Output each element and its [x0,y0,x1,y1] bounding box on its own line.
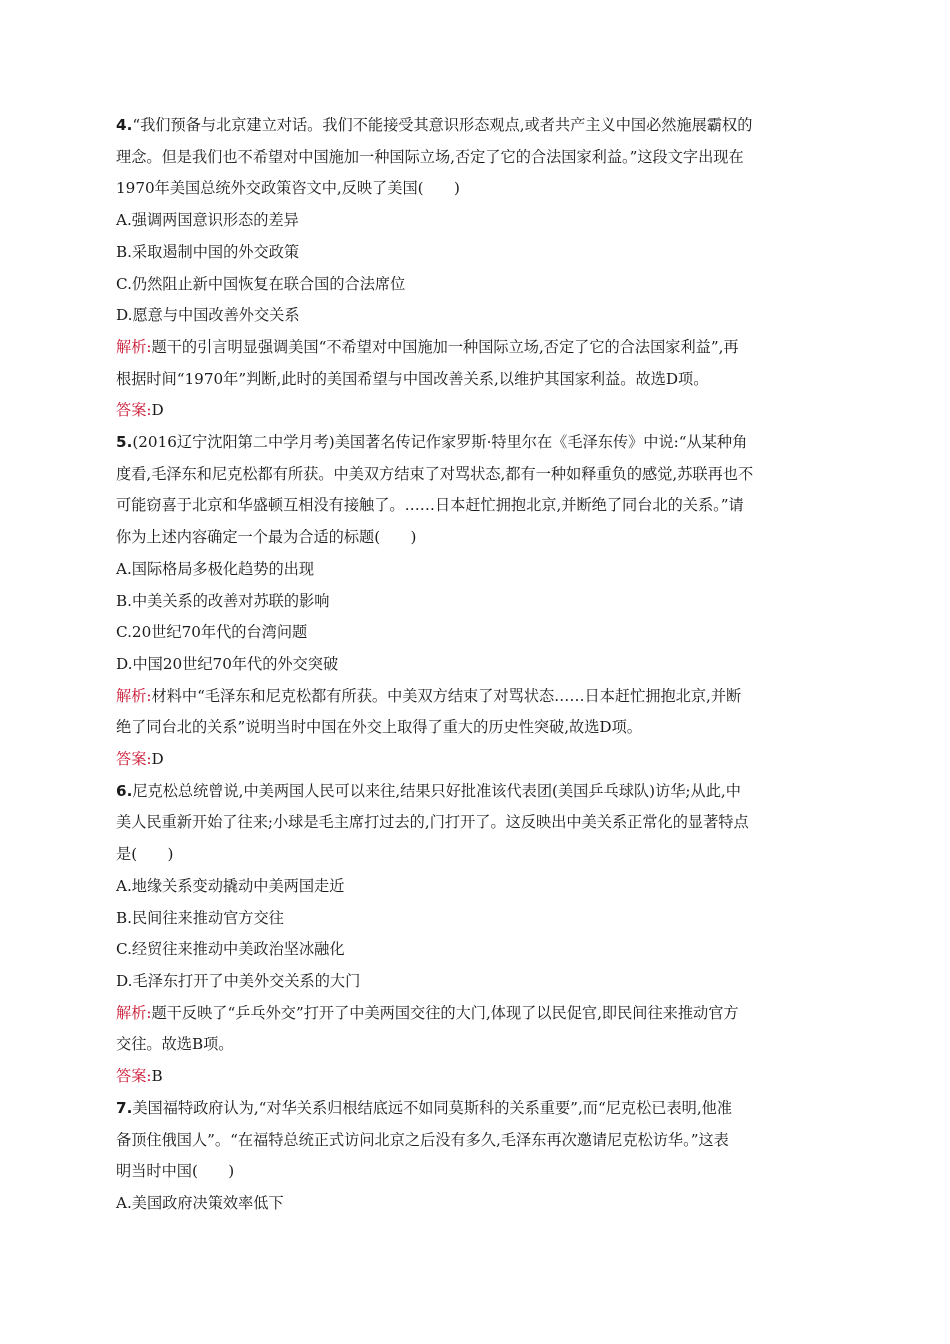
analysis-label: 解析: [116,1003,152,1022]
answer-label: 答案: [116,1067,152,1086]
question-stem: 你为上述内容确定一个最为合适的标题( ) [116,528,417,547]
question-stem: 7.美国福特政府认为,“对华关系归根结底远不如同莫斯科的关系重要”,而“尼克松已表明,他准 [116,1098,733,1117]
option-a: A.强调两国意识形态的差异 [116,211,299,230]
option-c: C.仍然阻止新中国恢复在联合国的合法席位 [116,274,406,293]
question-stem: 1970年美国总统外交政策咨文中,反映了美国( ) [116,179,460,198]
option-a: A.国际格局多极化趋势的出现 [116,559,315,578]
analysis: 解析:题干反映了“乒乓外交”打开了中美两国交往的大门,体现了以民促官,即民间往来推动官方 [116,1003,739,1022]
option-b: B.采取遏制中国的外交政策 [116,242,300,261]
analysis: 解析:题干的引言明显强调美国“不希望对中国施加一种国际立场,否定了它的合法国家利益”,再 [116,337,739,356]
option-a: A.地缘关系变动撬动中美两国走近 [116,876,345,895]
question-number: 5. [116,433,133,452]
answer-value: D [151,401,164,420]
option-c: C.20世纪70年代的台湾问题 [116,623,308,642]
question-number: 6. [116,781,133,800]
option-a: A.美国政府决策效率低下 [116,1193,284,1212]
question-stem: 理念。但是我们也不希望对中国施加一种国际立场,否定了它的合法国家利益。”这段文字出现在 [116,147,744,166]
document-page [116,110,836,1220]
question-stem: 4.“我们预备与北京建立对话。我们不能接受其意识形态观点,或者共产主义中国必然施展霸权的 [116,116,753,134]
analysis: 根据时间“1970年”判断,此时的美国希望与中国改善关系,以维护其国家利益。故选D项。 [116,369,709,388]
question-stem: 6.尼克松总统曾说,中美两国人民可以来往,结果只好批准该代表团(美国乒乓球队)访华;从此,中 [116,781,741,800]
option-c: C.经贸往来推动中美政治坚冰融化 [116,940,345,959]
question-stem: 度看,毛泽东和尼克松都有所获。中美双方结束了对骂状态,都有一种如释重负的感觉,苏联再也不 [116,464,754,483]
answer [116,744,836,776]
answer [116,395,836,427]
answer-value: D [151,750,164,769]
question-4 [116,110,836,427]
analysis-label: 解析: [116,686,152,705]
question-stem: 5.(2016辽宁沈阳第二中学月考)美国著名传记作家罗斯·特里尔在《毛泽东传》中说:“从某种角 [116,433,748,452]
analysis-label: 解析: [116,337,152,356]
question-number: 4. [116,116,133,134]
answer-label: 答案: [116,401,152,420]
question-6 [116,776,836,1093]
analysis: 交往。故选B项。 [116,1035,234,1054]
analysis: 绝了同台北的关系”说明当时中国在外交上取得了重大的历史性突破,故选D项。 [116,718,642,737]
question-stem: 明当时中国( ) [116,1162,235,1181]
analysis: 解析:材料中“毛泽东和尼克松都有所获。中美双方结束了对骂状态……日本赶忙拥抱北京,并断 [116,686,742,705]
option-d: D.毛泽东打开了中美外交关系的大门 [116,971,361,990]
question-stem: 是( ) [116,845,174,864]
question-5 [116,427,836,776]
question-stem: 备顶住俄国人”。“在福特总统正式访问北京之后没有多久,毛泽东再次邀请尼克松访华。”这表 [116,1130,729,1149]
option-b: B.民间往来推动官方交往 [116,908,284,927]
option-d: D.愿意与中国改善外交关系 [116,306,300,325]
question-number: 7. [116,1098,133,1117]
answer [116,1061,836,1093]
question-stem: 可能窃喜于北京和华盛顿互相没有接触了。……日本赶忙拥抱北京,并断绝了同台北的关系。”请 [116,496,744,515]
answer-value: B [151,1067,163,1086]
question-7 [116,1093,836,1220]
answer-label: 答案: [116,750,152,769]
question-stem: 美人民重新开始了往来;小球是毛主席打过去的,门打开了。这反映出中美关系正常化的显著特点 [116,813,749,832]
option-b: B.中美关系的改善对苏联的影响 [116,591,330,610]
option-d: D.中国20世纪70年代的外交突破 [116,654,339,673]
